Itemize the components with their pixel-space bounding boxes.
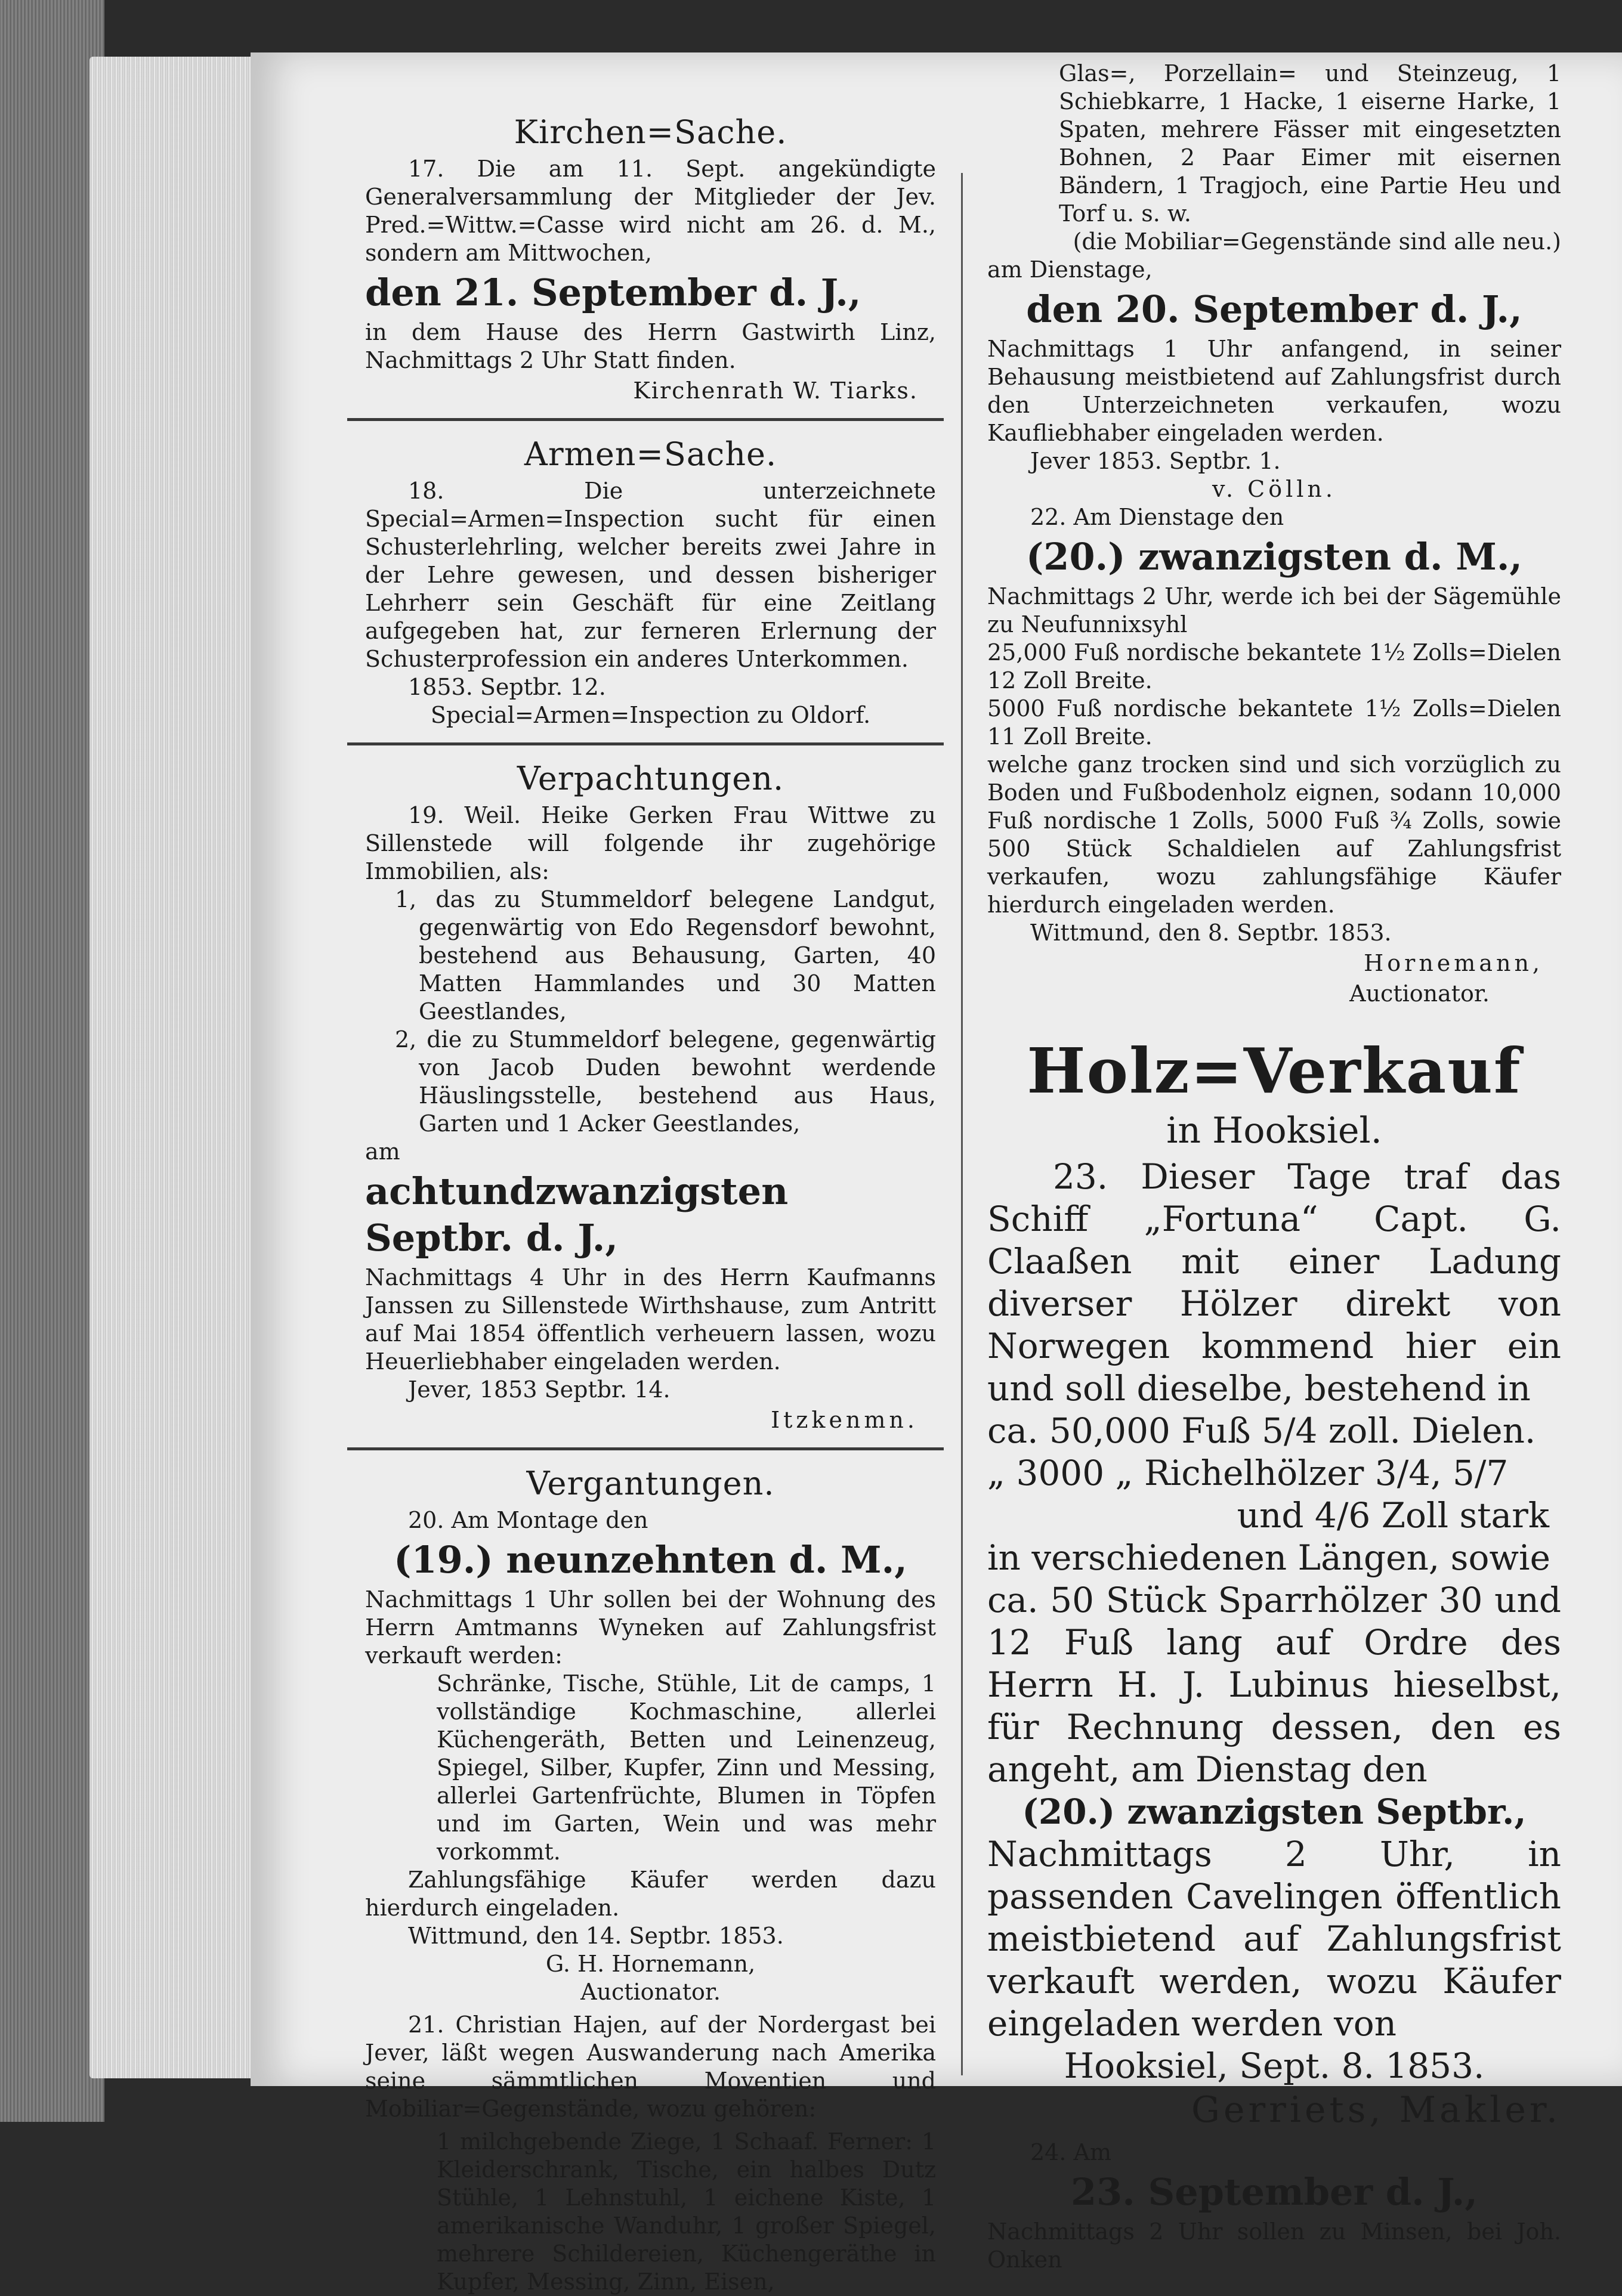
ad-text-1: 23. Dieser Tage traf das Schiff „Fortuna“ Capt. G. Claaßen mit einer Ladung diverser Hölzer direkt von Norwegen kommend hier ein und soll dieselbe, bestehend in xyxy=(987,1156,1561,1409)
notice-21-signature: v. Cölln. xyxy=(1212,476,1336,502)
notice-19-am: am xyxy=(365,1138,400,1165)
section-rule xyxy=(347,1447,944,1450)
notice-20-text: Nachmittags 1 Uhr sollen bei der Wohnung des Herrn Amtmanns Wyneken auf Zahlungsfrist verkauft werden: xyxy=(365,1586,936,1669)
section-heading: Armen=Sache. xyxy=(524,435,777,473)
notice-21-place-date: Jever 1853. Septbr. 1. xyxy=(1030,448,1281,474)
ad-text-4: Nachmittags 2 Uhr, in passenden Cavelingen öffentlich meistbietend auf Zahlungsfrist verkauft werden, wozu Käufer eingeladen werden von xyxy=(987,1834,1561,2044)
notice-22-text: Nachmittags 2 Uhr, werde ich bei der Sägemühle zu Neufunnixsyhl xyxy=(987,583,1561,638)
ad-line-3: und 4/6 Zoll stark xyxy=(1237,1495,1549,1536)
notice-20-text2: Zahlungsfähige Käufer werden dazu hierdurch eingeladen. xyxy=(365,1867,936,1921)
notice-21-text: 21. Christian Hajen, auf der Nordergast bei Jever, läßt wegen Auswanderung nach Amerika seine sämmtlichen Moventien und Mobiliar=Gegenstände, wozu gehören: xyxy=(365,2012,936,2122)
ad-signature: Gerriets, Makler. xyxy=(1191,2089,1561,2131)
ad-text-2: in verschiedenen Längen, sowie xyxy=(987,1537,1550,1578)
notice-18-text: 18. Die unterzeichnete Special=Armen=Inspection sucht für einen Schusterlehrling, welcher bereits zwei Jahre in der Lehre gewesen, und dessen bisheriger Lehrherr sein Geschäft für eine Zeitlang aufgegeben hat, zur ferneren Erlernung der Schusterprofession ein anderes Unterkommen. xyxy=(365,478,936,672)
notice-22-signature-title: Auctionator. xyxy=(1349,980,1490,1007)
ad-date-emph: (20.) zwanzigsten Septbr., xyxy=(1022,1791,1527,1832)
notice-22-line2: 5000 Fuß nordische bekantete 1½ Zolls=Dielen 11 Zoll Breite. xyxy=(987,695,1561,750)
notice-21-goods-cont: Glas=, Porzellain= und Steinzeug, 1 Schiebkarre, 1 Hacke, 1 eiserne Harke, 1 Spaten, mehrere Fässer mit eingesetzten Bohnen, 2 Paar Eimer mit eisernen Bändern, 1 Tragjoch, eine Partie Heu und Torf u. s. w. xyxy=(1059,60,1561,227)
section-heading: Verpachtungen. xyxy=(517,760,784,797)
notice-22-signature: Hornemann, xyxy=(1364,950,1543,976)
notice-20-signature: G. H. Hornemann, xyxy=(545,1951,756,1977)
notice-22-line1: 25,000 Fuß nordische bekantete 1½ Zolls=Dielen 12 Zoll Breite. xyxy=(987,639,1561,694)
section-heading: Kirchen=Sache. xyxy=(514,113,787,151)
ad-line-1: ca. 50,000 Fuß 5/4 zoll. Dielen. xyxy=(987,1410,1536,1451)
notice-22-place-date: Wittmund, den 8. Septbr. 1853. xyxy=(1030,920,1392,946)
notice-19-signature: Itzkenmn. xyxy=(771,1407,918,1433)
section-kirchen xyxy=(365,113,936,405)
notice-20-date: (19.) neunzehnten d. M., xyxy=(394,1538,907,1582)
notice-21-note: (die Mobiliar=Gegenstände sind alle neu.) xyxy=(1073,228,1561,255)
column-divider xyxy=(961,173,963,2075)
section-rule xyxy=(347,418,944,421)
notice-20-place-date: Wittmund, den 14. Septbr. 1853. xyxy=(408,1923,784,1949)
notice-22-intro: 22. Am Dienstage den xyxy=(1030,504,1284,530)
notice-17-signature: Kirchenrath W. Tiarks. xyxy=(633,377,918,404)
notice-20-signature-title: Auctionator. xyxy=(580,1979,721,2005)
advertisement-holz-verkauf xyxy=(987,1034,1561,2133)
notice-24-intro: 24. Am xyxy=(1030,2139,1111,2165)
notice-21-text2: Nachmittags 1 Uhr anfangend, in seiner Behausung meistbietend auf Zahlungsfrist durch den Unterzeichneten verkaufen, wozu Kaufliebhaber eingeladen werden. xyxy=(987,336,1561,446)
notice-18-date: 1853. Septbr. 12. xyxy=(408,674,606,700)
notice-18-signature: Special=Armen=Inspection zu Oldorf. xyxy=(430,702,871,728)
notice-22-date: (20.) zwanzigsten d. M., xyxy=(1025,535,1523,578)
notice-17-text2: in dem Hause des Herrn Gastwirth Linz, Nachmittags 2 Uhr Statt finden. xyxy=(365,319,936,373)
ad-text-3: ca. 50 Stück Sparrhölzer 30 und 12 Fuß lang auf Ordre des Herrn H. J. Lubinus hieselbst, für Rechnung dessen, den es angeht, am Dienstag den xyxy=(987,1580,1561,1790)
ad-subtitle: in Hooksiel. xyxy=(1166,1110,1382,1152)
notice-21-am: am Dienstage, xyxy=(987,256,1153,283)
list-item: 1, das zu Stummeldorf belegene Landgut, gegenwärtig von Edo Regensdorf bewohnt, bestehend aus Behausung, Garten, 40 Matten Hammlandes und 30 Matten Geestlandes, xyxy=(395,886,936,1025)
notice-19-list xyxy=(395,886,936,1138)
page-edges xyxy=(89,57,257,2078)
notice-21-goods: 1 milchgebende Ziege, 1 Schaaf. Ferner: 1 Kleiderschrank, Tische, ein halbes Dutz Stühle, 1 Lehnstuhl, 1 eichene Kiste, 1 amerikanische Wanduhr, 1 großer Spiegel, mehrere Schildereien, Küchengeräthe in Kupfer, Messing, Zinn, Eisen, xyxy=(437,2128,936,2295)
section-armen xyxy=(365,435,936,729)
section-rule xyxy=(347,742,944,745)
notice-19-text2: Nachmittags 4 Uhr in des Herrn Kaufmanns Janssen zu Sillenstede Wirthshause, zum Antritt auf Mai 1854 öffentlich verheuern lassen, wozu Heuerliebhaber eingeladen werden. xyxy=(365,1264,936,1375)
notice-20-intro: 20. Am Montage den xyxy=(408,1507,648,1533)
notice-24-date: 23. September d. J., xyxy=(1071,2170,1478,2214)
right-column xyxy=(987,60,1561,2274)
notice-20-goods: Schränke, Tische, Stühle, Lit de camps, 1 vollständige Kochmaschine, allerlei Küchengeräth, Betten und Leinenzeug, Spiegel, Silber, Kupfer, Zinn und Messing, allerlei Gartenfrüchte, Blumen in Töpfen und im Garten, Wein und was mehr vorkommt. xyxy=(437,1670,936,1865)
notice-17-text: 17. Die am 11. Sept. angekündigte Generalversammlung der Mitglieder der Jev. Pred.=Wittw.=Casse wird nicht am 26. d. M., sondern am Mittwochen, xyxy=(365,156,936,266)
notice-19-place-date: Jever, 1853 Septbr. 14. xyxy=(408,1376,671,1403)
notice-19-text: 19. Weil. Heike Gerken Frau Wittwe zu Sillenstede will folgende ihr zugehörige Immobilien, als: xyxy=(365,802,936,884)
ad-title: Holz=Verkauf xyxy=(1027,1034,1522,1107)
notice-22-text2: welche ganz trocken sind und sich vorzüglich zu Boden und Fußbodenholz eignen, sodann 10,000 Fuß nordische 1 Zolls, 5000 Fuß ¾ Zolls, sowie 500 Stück Schaldielen auf Zahlungsfrist verkaufen, wozu zahlungsfähige Käufer hierdurch eingeladen werden. xyxy=(987,751,1561,918)
section-verpachtungen xyxy=(365,760,936,1434)
notice-24-text: Nachmittags 2 Uhr sollen zu Minsen, bei Joh. Onken xyxy=(987,2218,1561,2273)
notice-19-date: achtundzwanzigsten Septbr. d. J., xyxy=(365,1169,789,1260)
notice-21-date: den 20. September d. J., xyxy=(1026,287,1522,331)
ad-place-date: Hooksiel, Sept. 8. 1853. xyxy=(1064,2046,1485,2086)
section-vergantungen xyxy=(365,1465,936,2296)
section-heading: Vergantungen. xyxy=(526,1465,775,1502)
left-column xyxy=(365,107,936,2296)
list-item: 2, die zu Stummeldorf belegene, gegenwärtig von Jacob Duden bewohnt werdende Häuslingsstelle, bestehend aus Haus, Garten und 1 Acker Geestlandes, xyxy=(395,1026,936,1137)
ad-line-2: „ 3000 „ Richelhölzer 3/4, 5/7 xyxy=(987,1453,1509,1493)
notice-17-date: den 21. September d. J., xyxy=(365,271,861,314)
book-spine xyxy=(0,0,104,2122)
